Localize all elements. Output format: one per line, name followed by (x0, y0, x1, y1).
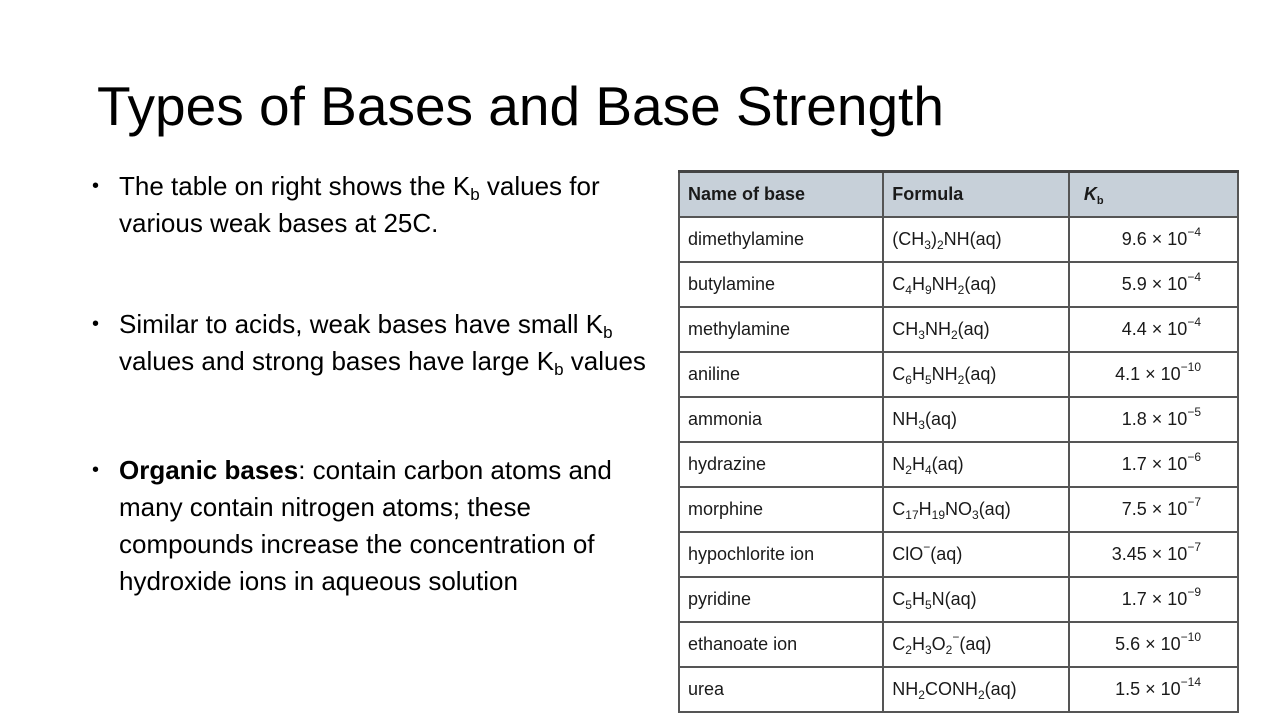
formula-cell: $N_2H_4(aq)$ (883, 442, 1069, 487)
base-name-cell: morphine (679, 487, 883, 532)
kb-values-table (678, 170, 1239, 713)
kb-value-cell: $5.6 \times 10^{-10}$ (1069, 622, 1238, 667)
base-name-cell: ammonia (679, 397, 883, 442)
bullet-weak-strong-bases (92, 306, 662, 380)
kb-value-cell: $3.45 \times 10^{-7}$ (1069, 532, 1238, 577)
table-row (679, 262, 1238, 307)
table-row (679, 442, 1238, 487)
table-row (679, 487, 1238, 532)
formula-cell: $C_5H_5N(aq)$ (883, 577, 1069, 622)
formula-cell: $NH_3(aq)$ (883, 397, 1069, 442)
formula-cell: $NH_2CONH_2(aq)$ (883, 667, 1069, 712)
table-row (679, 532, 1238, 577)
base-name-cell: aniline (679, 352, 883, 397)
table-row (679, 577, 1238, 622)
table-row (679, 307, 1238, 352)
subscript-b: b (603, 323, 613, 342)
table-row (679, 352, 1238, 397)
header-kb-subscript: b (1096, 194, 1104, 207)
kb-value-cell: $1.7 \times 10^{-6}$ (1069, 442, 1238, 487)
kb-value-cell: $4.1 \times 10^{-10}$ (1069, 352, 1238, 397)
header-kb (1069, 172, 1238, 217)
header-kb-symbol: K (1083, 183, 1097, 204)
bullet-text: values and strong bases have large K (119, 346, 555, 376)
bullet-dot-icon: • (92, 313, 100, 335)
base-name-cell: ethanoate ion (679, 622, 883, 667)
kb-value-cell: $1.7 \times 10^{-9}$ (1069, 577, 1238, 622)
subscript-b: b (554, 360, 564, 379)
kb-value-cell: $1.5 \times 10^{-14}$ (1069, 667, 1238, 712)
bullet-text: Similar to acids, weak bases have small K (119, 309, 604, 339)
formula-cell: $CH_3NH_2(aq)$ (883, 307, 1069, 352)
header-formula: Formula (883, 172, 1069, 217)
kb-value-cell: $4.4 \times 10^{-4}$ (1069, 307, 1238, 352)
bullet-organic-bases (92, 452, 662, 600)
table-row (679, 622, 1238, 667)
kb-value-cell: $1.8 \times 10^{-5}$ (1069, 397, 1238, 442)
formula-cell: $C_2H_3O_2^-(aq)$ (883, 622, 1069, 667)
formula-cell: $(CH_3)_2NH(aq)$ (883, 217, 1069, 262)
table-row (679, 397, 1238, 442)
table-row (679, 667, 1238, 712)
bullet-dot-icon: • (92, 175, 100, 197)
table-row (679, 217, 1238, 262)
base-name-cell: butylamine (679, 262, 883, 307)
base-name-cell: pyridine (679, 577, 883, 622)
table-header-row (679, 172, 1238, 217)
header-name-of-base: Name of base (679, 172, 883, 217)
bullet-list (92, 168, 662, 600)
base-name-cell: urea (679, 667, 883, 712)
base-name-cell: hydrazine (679, 442, 883, 487)
bullet-text: values for various weak bases at 25C. (119, 171, 600, 238)
bullet-bold-term: Organic bases (119, 455, 299, 485)
slide-title: Types of Bases and Base Strength (97, 75, 944, 137)
base-name-cell: hypochlorite ion (679, 532, 883, 577)
bullet-text: values (563, 346, 646, 376)
subscript-b: b (470, 185, 480, 204)
bullet-kb-table-intro (92, 168, 662, 242)
base-name-cell: dimethylamine (679, 217, 883, 262)
bullet-text: The table on right shows the K (119, 171, 471, 201)
formula-cell: $C_{17}H_{19}NO_3(aq)$ (883, 487, 1069, 532)
base-name-cell: methylamine (679, 307, 883, 352)
bullet-dot-icon: • (92, 459, 100, 481)
formula-cell: ClO−(aq) (883, 532, 1069, 577)
formula-cell: $C_6H_5NH_2(aq)$ (883, 352, 1069, 397)
kb-value-cell: $9.6 \times 10^{-4}$ (1069, 217, 1238, 262)
kb-value-cell: $5.9 \times 10^{-4}$ (1069, 262, 1238, 307)
formula-cell: $C_4H_9NH_2(aq)$ (883, 262, 1069, 307)
kb-value-cell: $7.5 \times 10^{-7}$ (1069, 487, 1238, 532)
bullet-text: : contain carbon atoms and many contain nitrogen atoms; these compounds increase the concentration of hydroxide ions in aqueous solution (119, 455, 612, 596)
